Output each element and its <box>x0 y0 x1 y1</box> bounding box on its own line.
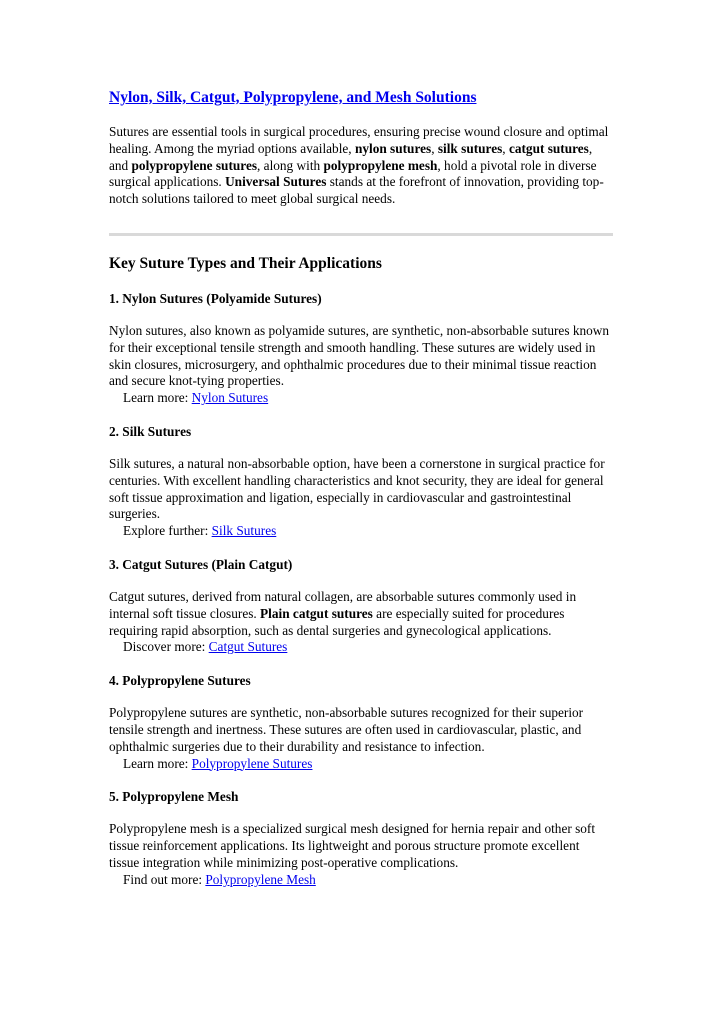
section-body-text: Catgut sutures, derived from natural collagen, are absorbable sutures commonly used in internal soft tissue closures. <box>109 588 577 621</box>
section-heading: 3. Catgut Sutures (Plain Catgut) <box>109 556 293 572</box>
section-heading: 4. Polypropylene Sutures <box>109 673 251 689</box>
section-mesh <box>109 788 613 888</box>
intro-text: , hold a pivotal role in diverse surgical applications. <box>109 157 597 190</box>
silk-sutures-link[interactable]: Silk Sutures <box>211 523 277 539</box>
learn-more-line <box>109 639 613 656</box>
intro-bold-nylon: nylon sutures <box>354 140 432 156</box>
intro-text: , and <box>109 140 593 173</box>
section-body <box>109 589 613 639</box>
section-body: Nylon sutures, also known as polyamide sutures, are synthetic, non-absorbable sutures known for their exceptional tensile strength and smooth handling. These sutures are widely used in skin closures, microsurgery, and ophthalmic procedures due to their minimal tissue reaction and secure knot-tying properties. <box>109 322 610 389</box>
page-title-link[interactable]: Nylon, Silk, Catgut, Polypropylene, and Mesh Solutions <box>109 89 477 106</box>
section-silk <box>109 423 613 540</box>
more-label: Discover more: <box>123 639 209 655</box>
learn-more-line <box>109 390 613 407</box>
intro-text: , along with <box>257 157 324 173</box>
learn-more-line <box>109 872 613 889</box>
intro-bold-polypropylene: polypropylene sutures <box>131 157 258 173</box>
intro-text: , <box>431 140 438 156</box>
section-body-text: are especially suited for procedures requiring rapid absorption, such as dental surgeries and gynecological applications. <box>109 605 565 638</box>
catgut-sutures-link[interactable]: Catgut Sutures <box>208 639 288 655</box>
section-heading: 5. Polypropylene Mesh <box>109 789 239 805</box>
section-catgut <box>109 556 613 656</box>
section-body: Silk sutures, a natural non-absorbable option, have been a cornerstone in surgical practice for centuries. With excellent handling characteristics and knot security, they are ideal for general soft tissue approximation and ligation, especially in cardiovascular and gastrointestinal surgeries. <box>109 455 605 522</box>
section-nylon <box>109 290 613 407</box>
section-body: Polypropylene sutures are synthetic, non-absorbable sutures recognized for their superior tensile strength and inertness. These sutures are often used in cardiovascular, plastic, and ophthalmic surgeries due to their durability and resistance to infection. <box>109 705 584 754</box>
intro-paragraph <box>109 124 613 208</box>
more-label: Find out more: <box>123 871 206 887</box>
section-body: Polypropylene mesh is a specialized surgical mesh designed for hernia repair and other soft tissue reinforcement applications. Its lightweight and porous structure promote excellent tissue integration while minimizing post-operative complications. <box>109 821 596 870</box>
section-polypropylene <box>109 672 613 772</box>
key-types-heading: Key Suture Types and Their Applications <box>109 254 382 272</box>
polypropylene-mesh-link[interactable]: Polypropylene Mesh <box>205 871 316 887</box>
intro-bold-mesh: polypropylene mesh <box>323 157 438 173</box>
intro-text: stands at the forefront of innovation, providing top-notch solutions tailored to meet global surgical needs. <box>109 174 604 207</box>
intro-bold-brand: Universal Sutures <box>225 174 327 190</box>
more-label: Learn more: <box>123 755 192 771</box>
learn-more-line <box>109 523 613 540</box>
more-label: Explore further: <box>123 523 212 539</box>
intro-text: Sutures are essential tools in surgical procedures, ensuring precise wound closure and optimal healing. Among the myriad options available, <box>109 124 609 156</box>
intro-bold-catgut: catgut sutures <box>508 140 589 156</box>
learn-more-line <box>109 756 613 773</box>
polypropylene-sutures-link[interactable]: Polypropylene Sutures <box>191 755 313 771</box>
document-page <box>109 88 613 889</box>
section-divider <box>109 233 613 236</box>
more-label: Learn more: <box>123 390 192 406</box>
intro-bold-silk: silk sutures <box>437 140 503 156</box>
intro-text: , <box>502 140 509 156</box>
section-body-bold: Plain catgut sutures <box>260 605 373 621</box>
nylon-sutures-link[interactable]: Nylon Sutures <box>191 390 269 406</box>
section-heading: 2. Silk Sutures <box>109 423 192 439</box>
section-heading: 1. Nylon Sutures (Polyamide Sutures) <box>109 290 322 306</box>
